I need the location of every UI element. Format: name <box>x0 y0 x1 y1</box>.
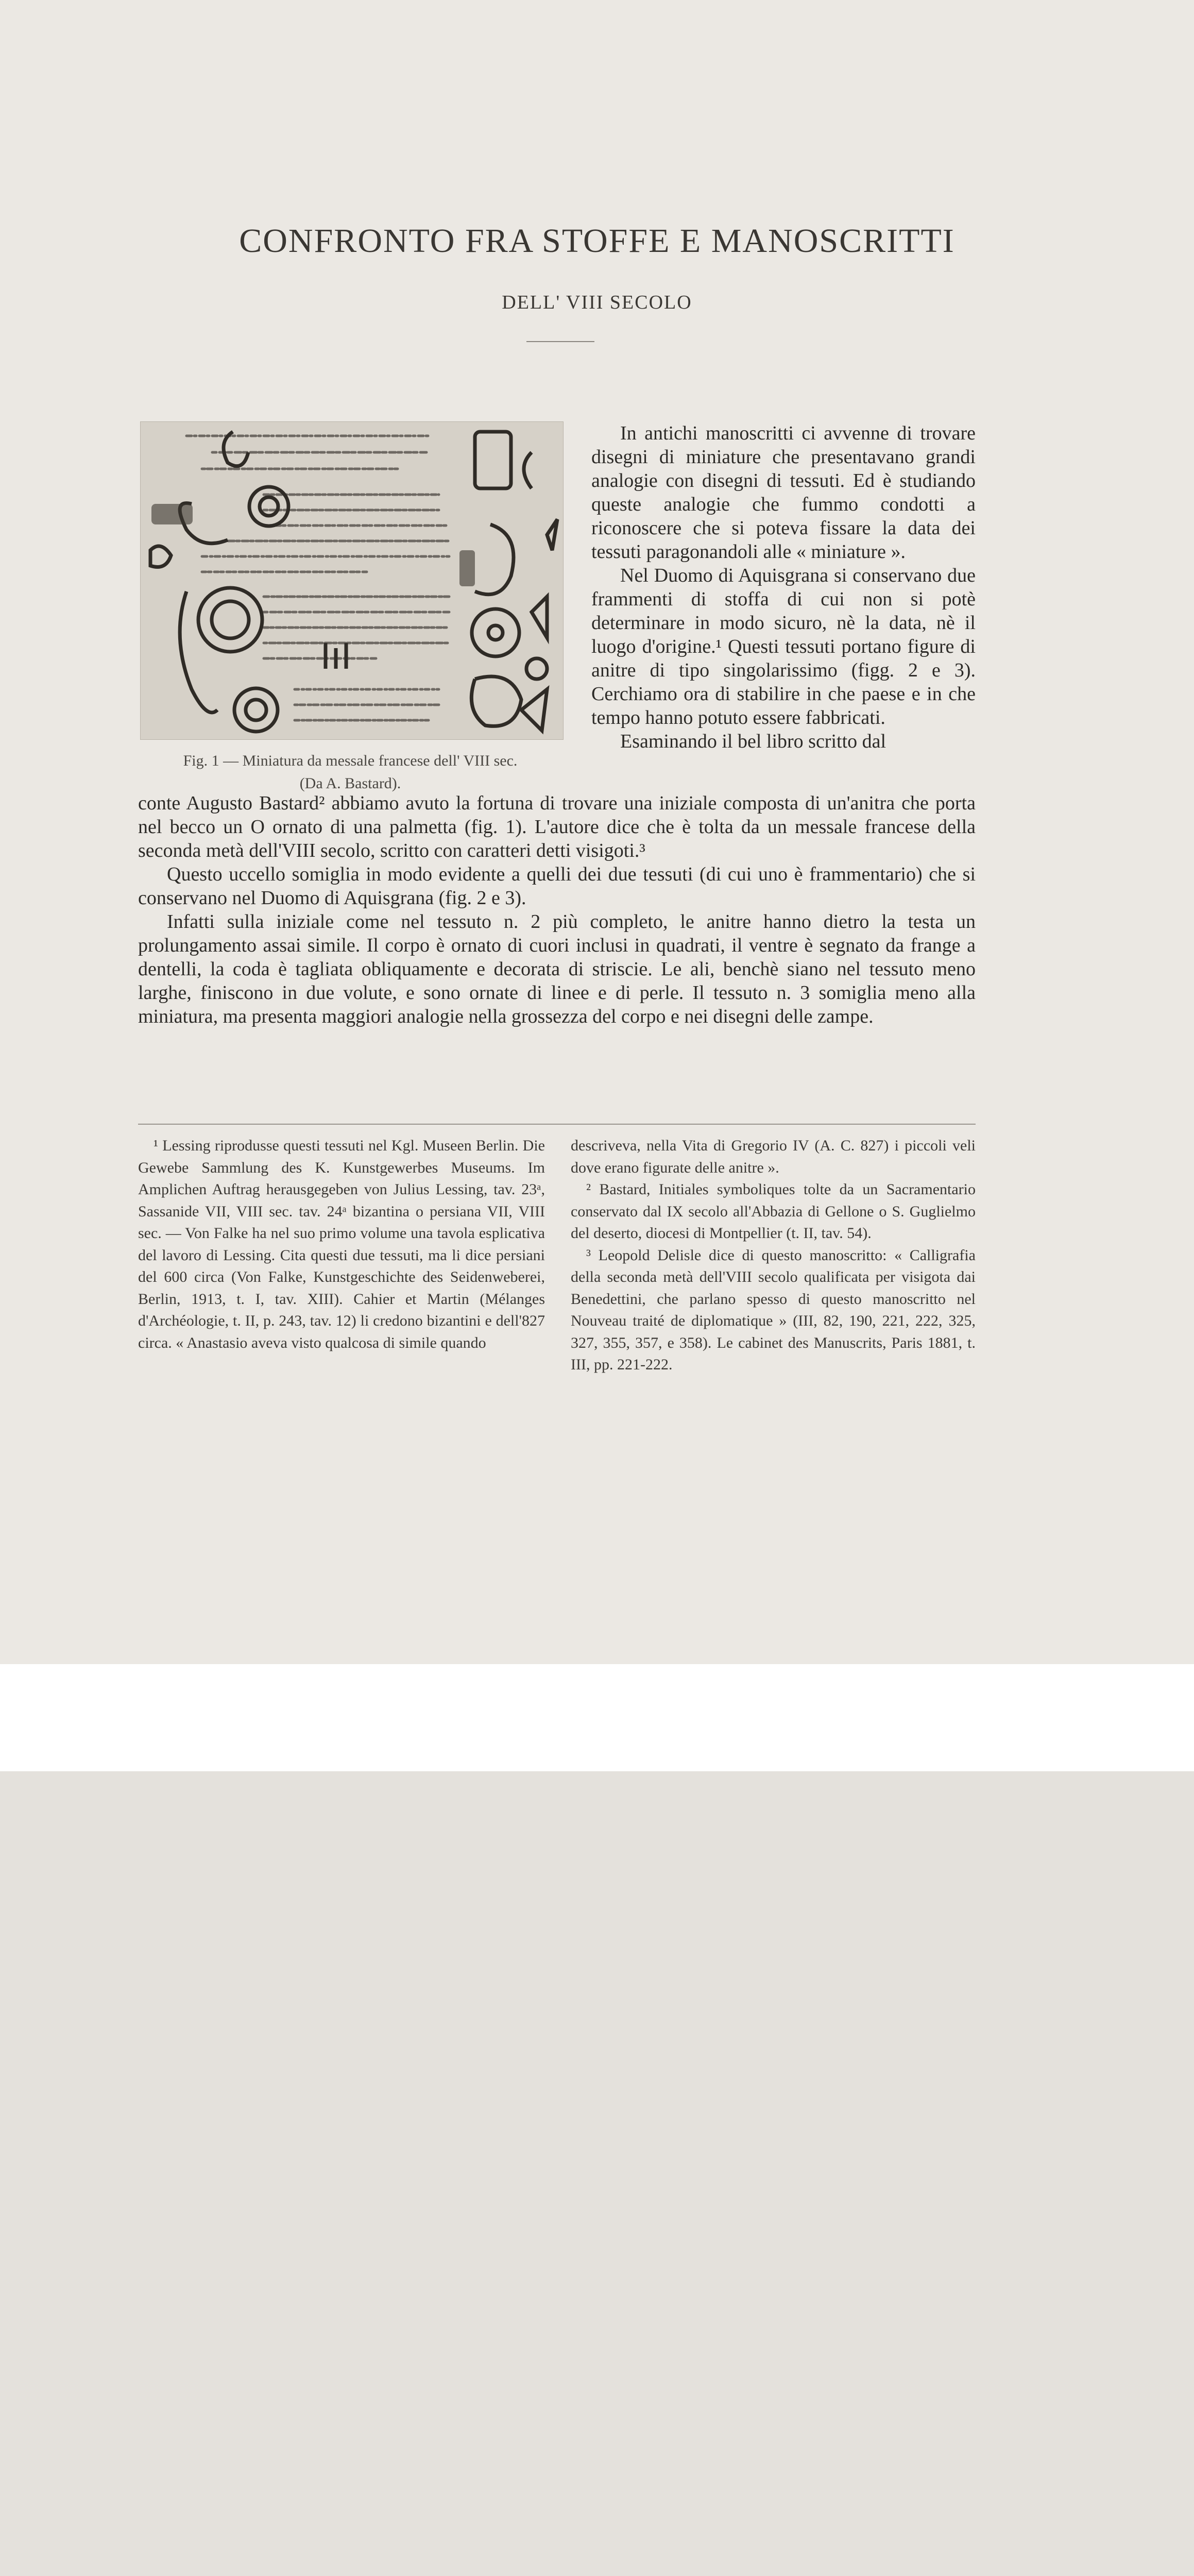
page-subtitle: DELL' VIII SECOLO <box>502 292 692 313</box>
paragraph-3-start: Esaminando il bel libro scritto dal <box>620 731 886 752</box>
footnote-1: ¹ Lessing riprodusse questi tessuti nel Kgl. Museen Berlin. Die Gewebe Sammlung des K. Kunstgewerbes Museums. Im Amplichen Auftrag herausgegeben von Julius Lessing, tav. 23ᵃ, Sassanide VII, VIII sec. tav. 24ᵃ bizantina o persiana VII, VIII sec. — Von Falke ha nel suo primo volume una tavola esplicativa del lavoro di Lessing. Cita questi due tessuti, ma li dice persiani del 600 circa (Von Falke, Kunstgeschichte des Seidenweberei, Berlin, 1913, t. I, tav. XIII). Cahier et Martin (Mélanges d'Archéologie, t. II, p. 243, tav. 12) li credono bizantini e dell'827 circa. « Anastasio aveva visto qualcosa di simile quando <box>138 1137 545 1351</box>
miniature-figure <box>140 421 564 740</box>
page-title: CONFRONTO FRA STOFFE E MANOSCRITTI <box>239 222 955 260</box>
paragraph-1: In antichi manoscritti ci avvenne di trovare disegni di miniature che presentavano grandi analogie con disegni di tessuti. Ed è studiando queste analogie che fummo condotti a riconoscere che si poteva fissare la data dei tessuti paragonandoli alle « miniature ». <box>591 422 976 563</box>
footnotes-left-column <box>138 1135 545 1354</box>
manuscript-miniature-image <box>140 421 564 740</box>
viewer-footer <box>0 1664 1194 1771</box>
footnote-1-continued: descriveva, nella Vita di Gregorio IV (A. C. 827) i piccoli veli dove erano figurate delle anitre ». <box>571 1137 976 1176</box>
footnote-divider <box>138 1124 976 1125</box>
title-divider <box>526 341 594 342</box>
figure-caption <box>124 750 577 795</box>
footnote-2: ² Bastard, Initiales symboliques tolte da un Sacramentario conservato dal IX secolo all'Abbazia di Gellone o S. Guglielmo del deserto, diocesi di Montpellier (t. II, tav. 54). <box>571 1181 976 1242</box>
footnotes-right-column <box>571 1135 976 1376</box>
paragraph-2: Nel Duomo di Aquisgrana si conservano due frammenti di stoffa di cui non si potè determinare in modo sicuro, nè la data, nè il luogo d'origine.¹ Questi tessuti portano figure di anitre di tipo singolarissimo (figg. 2 e 3). Cerchiamo ora di stabilire in che paese e in che tempo hanno potuto essere fabbricati. <box>591 565 976 728</box>
paragraph-5: Infatti sulla iniziale come nel tessuto n. 2 più completo, le anitre hanno dietro la testa un prolungamento assai simile. Il corpo è ornato di cuori inclusi in quadrati, il ventre è segnato da frange a dentelli, la coda è tagliata obliquamente e decorata di striscie. Le ali, benchè siano nel tessuto meno larghe, finiscono in due volute, e sono ornate di linee e di perle. Il tessuto n. 3 somiglia meno alla miniatura, ma presenta maggiori analogie nella grossezza del corpo e nei disegni delle zampe. <box>138 911 976 1027</box>
body-column-right <box>591 421 976 753</box>
paragraph-4: Questo uccello somiglia in modo evidente a quelli dei due tessuti (di cui uno è frammentario) che si conservano nel Duomo di Aquisgrana (fig. 2 e 3). <box>138 863 976 909</box>
caption-line-2: (Da A. Bastard). <box>299 775 401 792</box>
footnote-3: ³ Leopold Delisle dice di questo manoscritto: « Calligrafia della seconda metà dell'VIII secolo qualificata per visigota dai Benedettini, che parlano spesso di questo manoscritto nel Nouveau traité de diplomatique » (III, 82, 190, 221, 222, 325, 327, 355, 357, e 358). Le cabinet des Manuscrits, Paris 1881, t. III, pp. 221-222. <box>571 1246 976 1373</box>
body-full-width <box>138 791 976 1028</box>
paragraph-3-rest: conte Augusto Bastard² abbiamo avuto la fortuna di trovare una iniziale composta di un'anitra che porta nel becco un O ornato di una palmetta (fig. 1). L'autore dice che è tolta da un messale francese della seconda metà dell'VIII secolo, scritto con caratteri detti visigoti.³ <box>138 792 976 861</box>
caption-line-1: Fig. 1 — Miniatura da messale francese dell' VIII sec. <box>183 752 518 769</box>
